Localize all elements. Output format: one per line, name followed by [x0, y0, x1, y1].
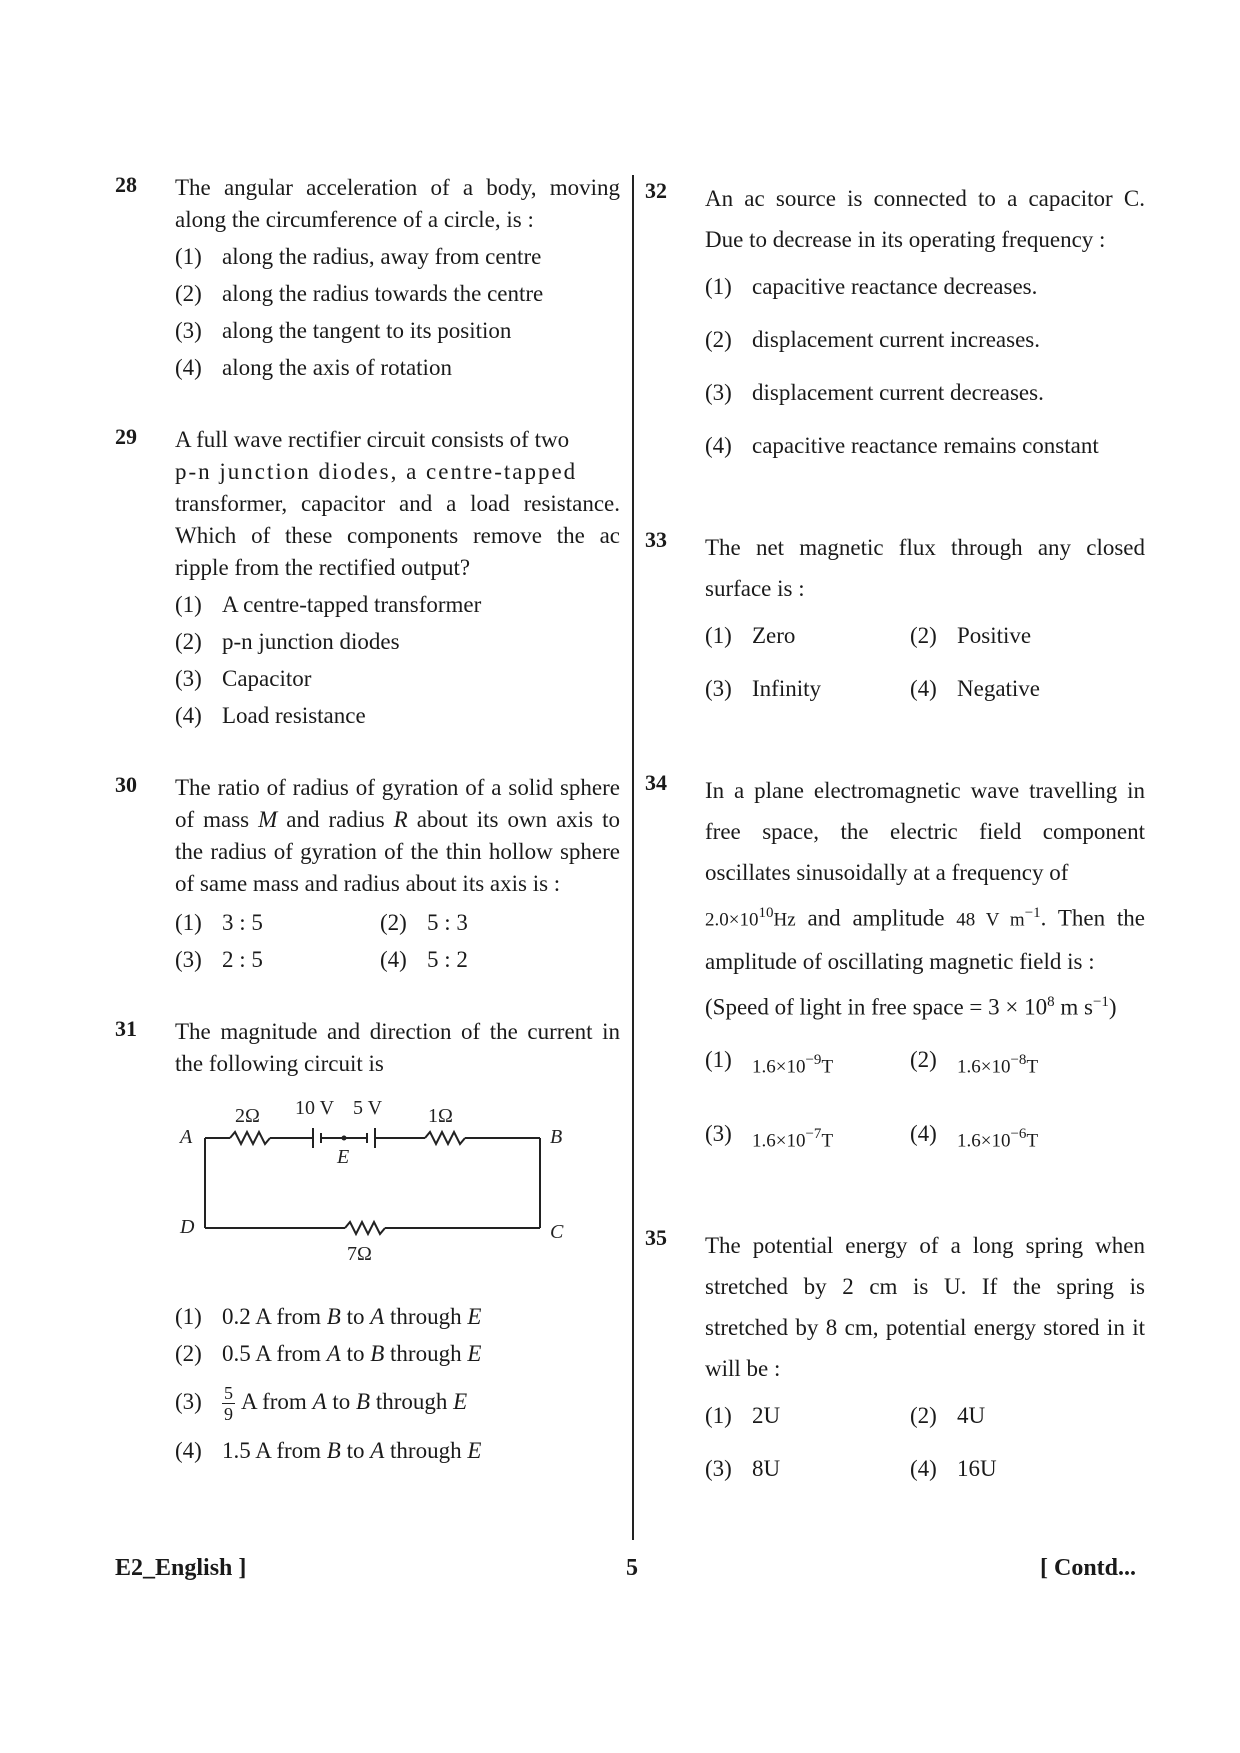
- label-d: D: [180, 1216, 195, 1238]
- options-row-1: [705, 1027, 1145, 1101]
- options-row-2: [705, 1442, 1145, 1495]
- resistor-7ohm: [345, 1222, 385, 1234]
- option-4: (4) $1.6\times 10^{-6}T$: [910, 1120, 1039, 1152]
- option-4: (4) along the axis of rotation: [175, 355, 452, 380]
- options-row-2: [175, 941, 620, 978]
- question-number: 33: [645, 527, 667, 552]
- footer-code: E2_English ]: [115, 1555, 247, 1581]
- options-row-2: [705, 662, 1145, 715]
- question-28: [115, 172, 620, 386]
- label-10v: 10 V: [295, 1100, 335, 1119]
- option-3: (3) Capacitor: [175, 666, 312, 691]
- label-a: A: [180, 1126, 193, 1148]
- option-1: (1) along the radius, away from centre: [175, 244, 542, 269]
- column-divider: [632, 175, 634, 1540]
- footer-contd: [ Contd...: [1040, 1555, 1137, 1581]
- option-1: (1) A centre-tapped transformer: [175, 592, 482, 617]
- option-4: (4) 5 : 2: [380, 947, 468, 972]
- question-number: 29: [115, 424, 137, 449]
- label-e: E: [337, 1146, 350, 1168]
- question-number: 30: [115, 772, 137, 797]
- question-text: The angular acceleration of a body, moving along the circumference of a circle, is :: [175, 175, 620, 232]
- option-3: (3) displacement current decreases.: [705, 380, 1044, 405]
- question-text: The net magnetic flux through any closed surface is :: [705, 535, 1145, 601]
- option-3: (3) $\frac{5}{9}$ A from A to B through E: [175, 1383, 468, 1425]
- option-2: (2) displacement current increases.: [705, 327, 1041, 352]
- option-4: (4) 1.5 A from B to A through E: [175, 1438, 482, 1463]
- option-1: (1) Zero: [705, 623, 796, 648]
- label-b: B: [550, 1126, 563, 1148]
- label-5v: 5 V: [353, 1100, 383, 1119]
- option-2: (2) Positive: [910, 623, 1032, 648]
- left-column: [115, 172, 620, 1469]
- question-34: [645, 770, 1145, 1175]
- options-row-1: [705, 1389, 1145, 1442]
- question-text: The ratio of radius of gyration of a solid sphere of mass M and radius R about its own axis to the radius of gyration of the thin hollow sphere of same mass and radius about its axis is :: [175, 775, 620, 896]
- question-number: 28: [115, 172, 137, 197]
- resistor-2ohm: [230, 1132, 270, 1144]
- circuit-diagram: [175, 1100, 595, 1275]
- question-29: [115, 424, 620, 734]
- fraction: $\frac{5}{9}$: [224, 1383, 233, 1425]
- question-text: In a plane electromagnetic wave travelling in free space, the electric field component oscillates sinusoidally at a frequency of $2.0\times 10^{10}Hz$ and amplitude 48 V $m^{-1}$. Then the amplitude of oscillating magnetic field is : (Speed of light in free space = $3 \times 10^8$ m $s^{-1}$): [705, 778, 1145, 1020]
- label-2ohm: 2Ω: [235, 1105, 260, 1127]
- page-number: 5: [626, 1555, 638, 1581]
- options-row-1: [175, 904, 620, 941]
- question-33: [645, 527, 1145, 715]
- option-3: (3) 8U: [705, 1455, 781, 1481]
- option-3: (3) Infinity: [705, 676, 821, 701]
- label-1ohm: 1Ω: [428, 1105, 453, 1127]
- question-text: A full wave rectifier circuit consists of two p-n junction diodes, a centre-tapped transformer, capacitor and a load resistance. Which of these components remove the ac ripple from the rectified output?: [175, 427, 620, 580]
- option-2: (2) 4U: [910, 1402, 986, 1428]
- option-3: (3) along the tangent to its position: [175, 318, 512, 343]
- option-1: (1) $1.6\times 10^{-9}T$: [705, 1047, 834, 1078]
- option-1: (1) 3 : 5: [175, 910, 263, 935]
- right-column: [645, 178, 1145, 1495]
- option-4: (4) 16U: [910, 1455, 997, 1481]
- question-number: 34: [645, 770, 667, 795]
- option-1: (1) capacitive reactance decreases.: [705, 274, 1038, 299]
- option-2: (2) 0.5 A from A to B through E: [175, 1341, 482, 1366]
- option-1: (1) 0.2 A from B to A through E: [175, 1304, 482, 1329]
- question-35: [645, 1225, 1145, 1495]
- label-7ohm: 7Ω: [347, 1243, 372, 1265]
- option-4: (4) capacitive reactance remains constant: [705, 433, 1099, 458]
- options-row-2: [705, 1101, 1145, 1175]
- question-text: An ac source is connected to a capacitor C. Due to decrease in its operating frequency :: [705, 186, 1145, 252]
- question-text: The magnitude and direction of the current in the following circuit is: [175, 1019, 620, 1076]
- option-3: (3) $1.6\times 10^{-7}T$: [705, 1120, 834, 1152]
- label-c: C: [550, 1221, 564, 1243]
- question-number: 32: [645, 178, 667, 203]
- option-2: (2) $1.6\times 10^{-8}T$: [910, 1047, 1039, 1078]
- question-30: [115, 772, 620, 978]
- resistor-1ohm: [425, 1132, 465, 1144]
- option-4: (4) Negative: [910, 676, 1041, 701]
- question-number: 35: [645, 1224, 667, 1250]
- option-4: (4) Load resistance: [175, 703, 366, 728]
- option-3: (3) 2 : 5: [175, 947, 263, 972]
- question-number: 31: [115, 1016, 137, 1041]
- option-2: (2) 5 : 3: [380, 910, 468, 935]
- question-31: [115, 1016, 620, 1469]
- question-32: [645, 178, 1145, 472]
- options-row-1: [705, 609, 1145, 662]
- option-1: (1) 2U: [705, 1402, 781, 1428]
- junction-point-e: [342, 1136, 347, 1141]
- question-text: The potential energy of a long spring when stretched by 2 cm is U. If the spring is stretched by 8 cm, potential energy stored in it will be :: [705, 1232, 1145, 1381]
- option-2: (2) along the radius towards the centre: [175, 281, 544, 306]
- option-2: (2) p-n junction diodes: [175, 629, 400, 654]
